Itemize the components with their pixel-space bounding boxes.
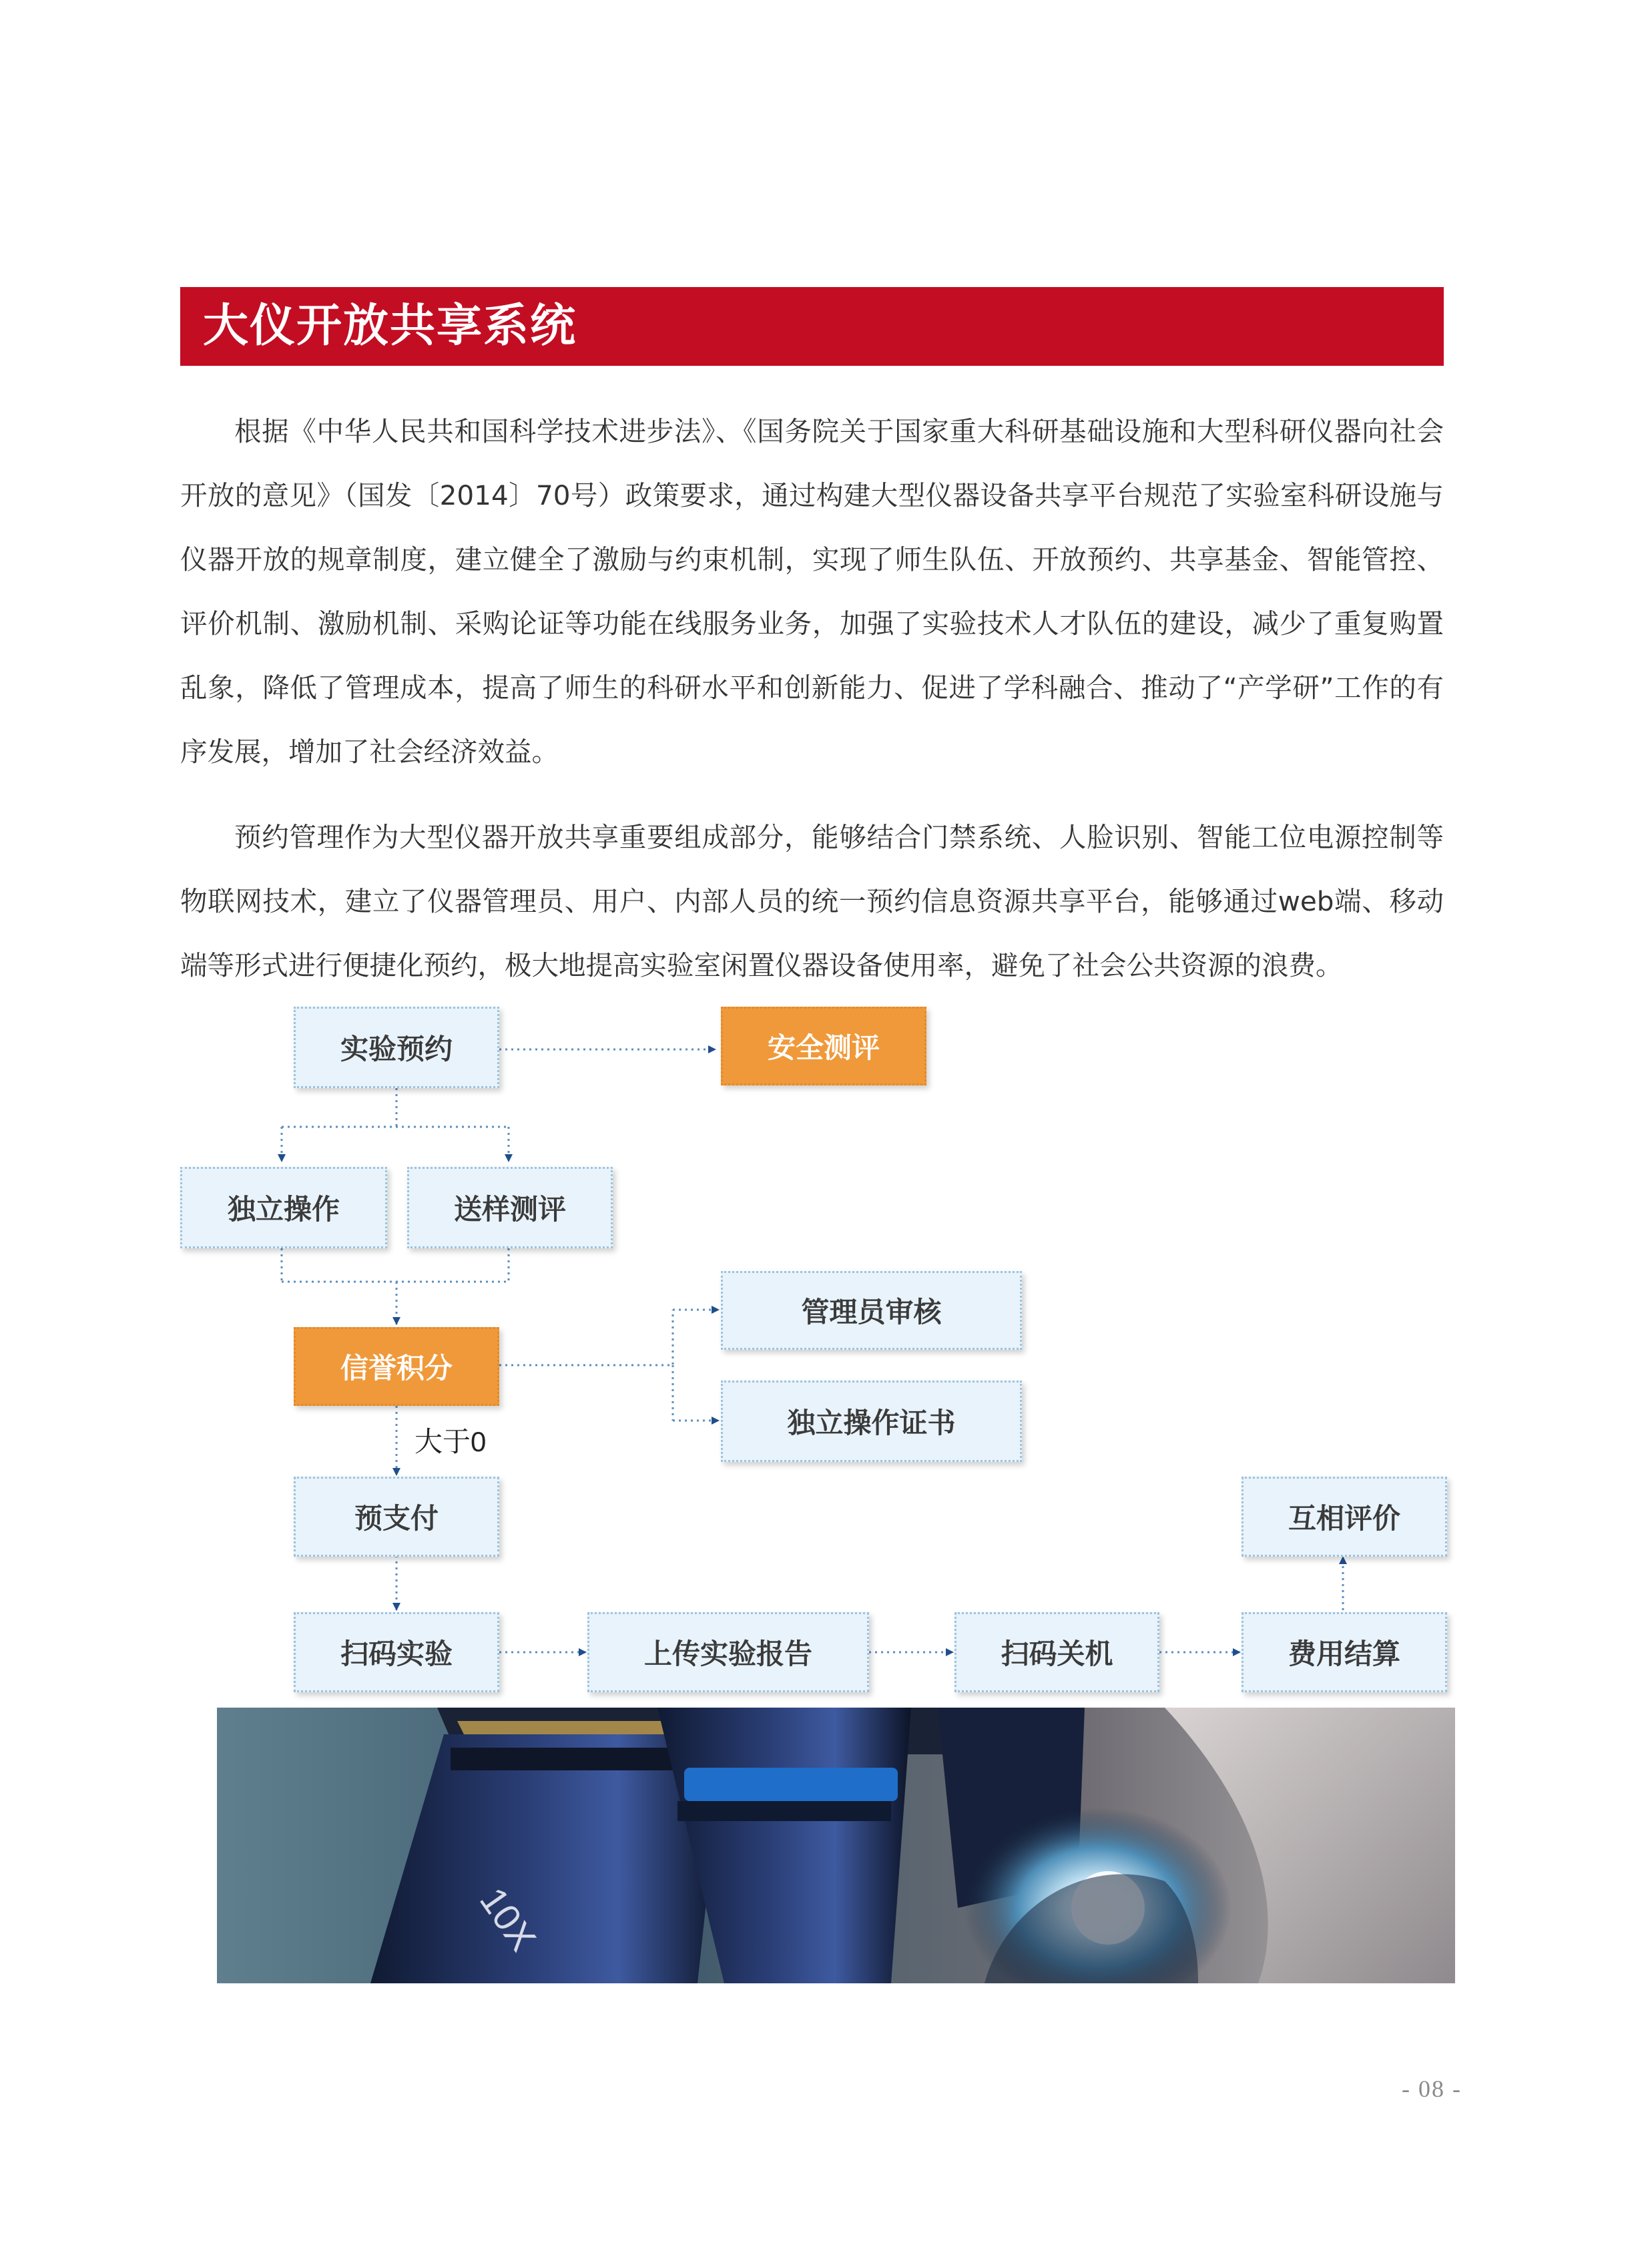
node-admin-review: 管理员审核 [721,1271,1022,1350]
section-title: 大仪开放共享系统 [203,300,577,352]
booking-paragraph: 预约管理作为大型仪器开放共享重要组成部分，能够结合门禁系统、人脸识别、智能工位电源控制等物联网技术，建立了仪器管理员、用户、内部人员的统一预约信息资源共享平台，能够通过web端、移动端等形式进行便捷化预约，极大地提高实验室闲置仪器设备使用率，避免了社会公共资源的浪费。 [180,821,1444,981]
node-prepayment: 预支付 [294,1477,499,1557]
condition-label: 大于0 [415,1426,487,1457]
node-sample-testing: 送样测评 [407,1167,613,1248]
node-operation-certificate: 独立操作证书 [721,1381,1022,1462]
microscope-photo [217,1708,1455,1983]
node-fee-settlement: 费用结算 [1242,1612,1447,1692]
node-credit-score: 信誉积分 [294,1327,499,1406]
node-experiment-booking: 实验预约 [294,1007,499,1088]
connector-credit-branch [499,1310,673,1421]
connector-booking-split [282,1088,509,1127]
node-upload-report: 上传实验报告 [587,1612,869,1692]
microscope-illustration [217,1708,1455,1983]
node-safety-evaluation: 安全测评 [721,1007,926,1085]
objective-label: 10X [471,1879,545,1959]
intro-paragraph: 根据《中华人民共和国科学技术进步法》、《国务院关于国家重大科研基础设施和大型科研仪器向社会开放的意见》（国发〔2014〕70号）政策要求，通过构建大型仪器设备共享平台规范了实验室科研设施与仪器开放的规章制度，建立健全了激励与约束机制，实现了师生队伍、开放预约、共享基金、智能管控、评价机制、激励机制、采购论证等功能在线服务业务，加强了实验技术人才队伍的建设，减少了重复购置乱象，降低了管理成本，提高了师生的科研水平和创新能力、促进了学科融合、推动了“产学研”工作的有序发展，增加了社会经济效益。 [180,415,1444,768]
node-independent-operation: 独立操作 [180,1167,387,1248]
page-number: - 08 - [1402,2075,1462,2102]
node-scan-experiment: 扫码实验 [294,1612,499,1692]
node-scan-shutdown: 扫码关机 [954,1612,1159,1692]
node-mutual-evaluation: 互相评价 [1242,1477,1447,1557]
